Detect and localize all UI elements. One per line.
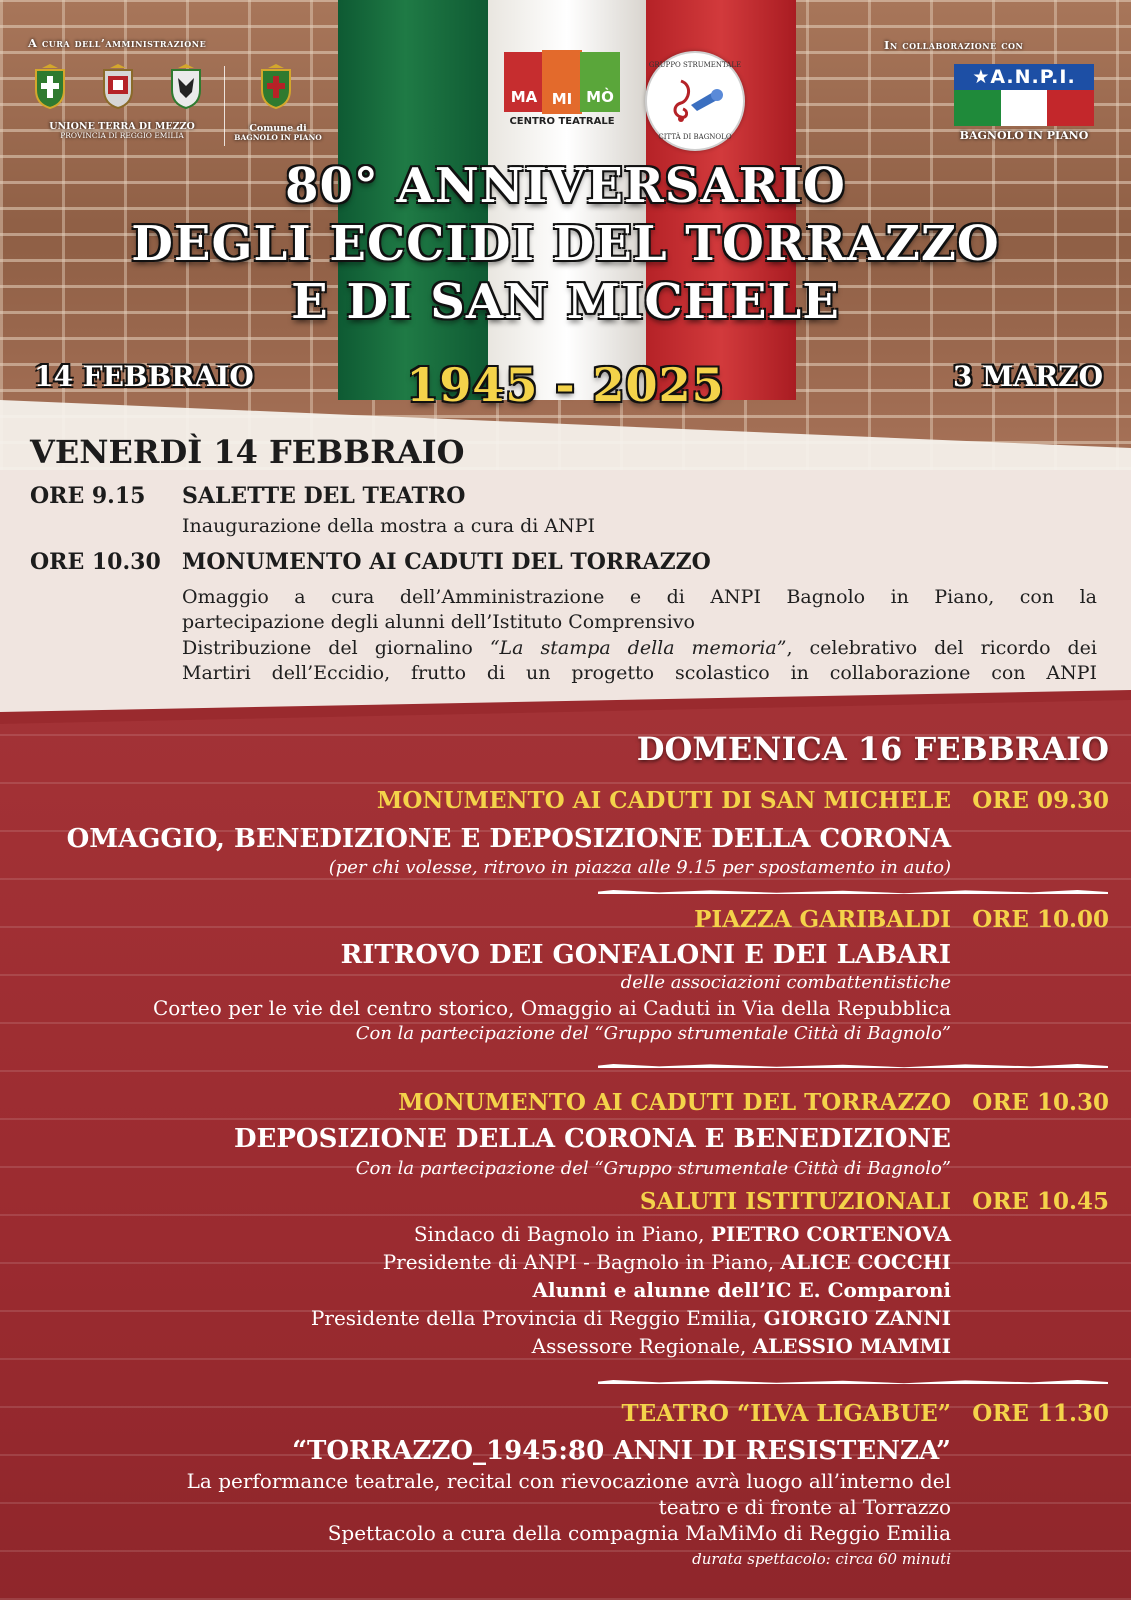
event-description-line: Martiri dell’Eccidio, frutto di un progetto scolastico in collaborazione con ANPI <box>182 662 1097 684</box>
text-segment: , celebrativo del ricordo dei <box>786 637 1097 659</box>
speaker-line <box>311 1306 951 1330</box>
speaker-line <box>383 1250 951 1274</box>
speaker-role: Sindaco di Bagnolo in Piano, <box>413 1222 711 1246</box>
crest-icon <box>98 62 138 110</box>
event-time: ORE 11.30 <box>972 1400 1109 1427</box>
comune-caption <box>228 124 328 143</box>
anpi-flag-white <box>1001 90 1047 126</box>
event-place: TEATRO “ILVA LIGABUE” <box>621 1400 951 1427</box>
event-description-line: partecipazione degli alunni dell’Istituto Comprensivo <box>182 611 695 633</box>
event-description: Corteo per le vie del centro storico, Omaggio ai Caduti in Via della Repubblica <box>152 996 951 1020</box>
unione-province: PROVINCIA DI REGGIO EMILIA <box>60 131 184 141</box>
end-date: 3 MARZO <box>952 360 1103 393</box>
event-description-line: La performance teatrale, recital con rievocazione avrà luogo all’interno del <box>186 1469 951 1493</box>
mamimo-logo <box>504 52 620 130</box>
mamimo-caption: CENTRO TEATRALE <box>509 116 615 127</box>
text-segment: Distribuzione del giornalino <box>182 637 490 659</box>
event-place: MONUMENTO AI CADUTI DEL TORRAZZO <box>398 1089 951 1116</box>
speaker-name: ALESSIO MAMMI <box>752 1334 951 1358</box>
friday-heading: VENERDÌ 14 FEBBRAIO <box>30 433 465 471</box>
crest-icon <box>256 62 296 110</box>
speaker-name: GIORGIO ZANNI <box>763 1306 951 1330</box>
unione-name: UNIONE TERRA DI MEZZO <box>49 121 195 132</box>
speaker-role: Assessore Regionale, <box>531 1334 753 1358</box>
event-headline: RITROVO DEI GONFALONI E DEI LABARI <box>340 940 951 970</box>
mamimo-letter: MA <box>504 52 544 112</box>
logo-divider <box>224 66 225 146</box>
event-description-line: teatro e di fronte al Torrazzo <box>658 1495 951 1519</box>
event-time: ORE 10.30 <box>30 549 161 575</box>
speaker-line <box>532 1278 951 1302</box>
title-line-3: E DI SAN MICHELE <box>291 274 840 330</box>
treble-clef-trumpet-icon <box>667 75 723 127</box>
speaker-name: PIETRO CORTENOVA <box>710 1222 951 1246</box>
gruppo-bottom-text: CITTÀ DI BAGNOLO <box>658 133 732 141</box>
event-description-line: Omaggio a cura dell’Amministrazione e di ANPI Bagnolo in Piano, con la <box>182 586 1097 608</box>
anpi-caption: BAGNOLO IN PIANO <box>959 129 1089 142</box>
event-time: ORE 09.30 <box>972 787 1109 814</box>
anpi-logo-text: ★A.N.P.I. <box>954 64 1094 90</box>
start-date: 14 FEBBRAIO <box>34 360 254 393</box>
event-place: SALETTE DEL TEATRO <box>182 483 466 509</box>
speaker-name: ALICE COCCHI <box>780 1250 951 1274</box>
speaker-role: Presidente della Provincia di Reggio Emilia, <box>310 1306 764 1330</box>
anpi-flag-red <box>1047 90 1094 126</box>
event-place: SALUTI ISTITUZIONALI <box>639 1188 951 1215</box>
event-time: ORE 9.15 <box>30 483 146 509</box>
newspaper-title: “La stampa della memoria” <box>489 637 787 659</box>
title-line-1: 80° ANNIVERSARIO <box>285 158 846 214</box>
gruppo-top-text: GRUPPO STRUMENTALE <box>648 61 742 69</box>
event-place: PIAZZA GARIBALDI <box>694 906 951 933</box>
crest-icon <box>30 62 70 110</box>
speaker-role: Presidente di ANPI - Bagnolo in Piano, <box>382 1250 781 1274</box>
unione-caption <box>30 122 214 141</box>
event-description-line: Spettacolo a cura della compagnia MaMiMo di Reggio Emilia <box>327 1521 951 1545</box>
event-description: Inaugurazione della mostra a cura di ANPI <box>182 515 595 537</box>
anpi-flag-green <box>954 90 1001 126</box>
title-line-2: DEGLI ECCIDI DEL TORRAZZO <box>131 216 1000 272</box>
event-note: (per chi volesse, ritrovo in piazza alle 9.15 per spostamento in auto) <box>328 857 951 878</box>
collaboration-label: In collaborazione con <box>884 38 1024 52</box>
speaker-name: Alunni e alunne dell’IC E. Comparoni <box>532 1278 951 1302</box>
event-headline: OMAGGIO, BENEDIZIONE E DEPOSIZIONE DELLA CORONA <box>66 824 951 854</box>
organizer-label: A cura dell’amministrazione <box>28 36 207 50</box>
sunday-heading: DOMENICA 16 FEBBRAIO <box>636 730 1109 768</box>
event-place: MONUMENTO AI CADUTI DI SAN MICHELE <box>376 787 951 814</box>
gruppo-strumentale-logo <box>645 51 745 151</box>
crest-icon <box>166 62 206 110</box>
event-headline: “TORRAZZO_1945:80 ANNI DI RESISTENZA” <box>292 1436 951 1466</box>
event-note: durata spettacolo: circa 60 minuti <box>692 1550 951 1568</box>
speaker-line <box>414 1222 951 1246</box>
event-time: ORE 10.30 <box>972 1089 1109 1116</box>
event-note: Con la partecipazione del “Gruppo strumentale Città di Bagnolo” <box>355 1023 951 1044</box>
event-time: ORE 10.00 <box>972 906 1109 933</box>
event-place: MONUMENTO AI CADUTI DEL TORRAZZO <box>182 549 711 575</box>
speaker-line <box>532 1334 951 1358</box>
event-headline: DEPOSIZIONE DELLA CORONA E BENEDIZIONE <box>234 1124 951 1154</box>
comune-label: Comune di <box>249 123 307 134</box>
comune-name: BAGNOLO IN PIANO <box>234 133 322 143</box>
event-time: ORE 10.45 <box>972 1188 1109 1215</box>
anpi-logo <box>954 64 1094 126</box>
years-label: 1945 - 2025 <box>406 358 725 412</box>
event-note: Con la partecipazione del “Gruppo strumentale Città di Bagnolo” <box>355 1158 951 1179</box>
mamimo-letter: MÒ <box>580 52 620 112</box>
event-subtitle: delle associazioni combattentistiche <box>620 972 951 993</box>
mamimo-letter: MI <box>542 50 582 114</box>
event-description-line <box>182 636 1097 661</box>
